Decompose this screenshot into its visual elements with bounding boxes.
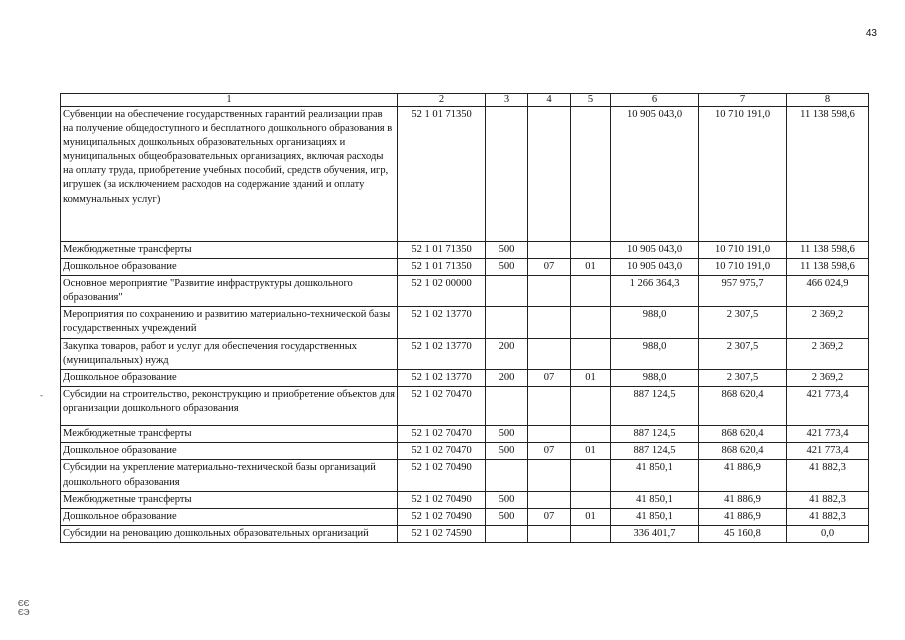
section-cell xyxy=(528,491,571,508)
type-cell: 500 xyxy=(486,241,528,258)
row-name-cell: Субсидии на строительство, реконструкцию и приобретение объектов для организации дошкольного образования xyxy=(61,387,398,426)
margin-dash: - xyxy=(40,390,43,400)
code-cell: 52 1 02 70470 xyxy=(398,443,486,460)
type-cell xyxy=(486,526,528,543)
subsection-cell xyxy=(571,491,611,508)
subsection-cell xyxy=(571,460,611,491)
row-name-cell: Основное мероприятие "Развитие инфраструктуры дошкольного образования" xyxy=(61,275,398,306)
value-cell-6: 887 124,5 xyxy=(611,387,699,426)
section-cell xyxy=(528,460,571,491)
subsection-cell: 01 xyxy=(571,443,611,460)
section-cell xyxy=(528,426,571,443)
col-header-3: 3 xyxy=(486,94,528,107)
value-cell-8: 2 369,2 xyxy=(787,338,869,369)
row-name-cell: Дошкольное образование xyxy=(61,369,398,386)
subsection-cell: 01 xyxy=(571,369,611,386)
margin-marks xyxy=(18,600,30,618)
table-row xyxy=(61,387,869,426)
code-cell: 52 1 02 00000 xyxy=(398,275,486,306)
table-row xyxy=(61,307,869,338)
value-cell-8: 0,0 xyxy=(787,526,869,543)
type-cell xyxy=(486,460,528,491)
section-cell xyxy=(528,307,571,338)
value-cell-8: 421 773,4 xyxy=(787,426,869,443)
section-cell xyxy=(528,338,571,369)
col-header-8: 8 xyxy=(787,94,869,107)
table-row xyxy=(61,338,869,369)
type-cell xyxy=(486,275,528,306)
type-cell: 200 xyxy=(486,369,528,386)
subsection-cell xyxy=(571,106,611,241)
col-header-2: 2 xyxy=(398,94,486,107)
row-name-cell: Межбюджетные трансферты xyxy=(61,241,398,258)
col-header-5: 5 xyxy=(571,94,611,107)
type-cell: 500 xyxy=(486,258,528,275)
value-cell-7: 10 710 191,0 xyxy=(699,258,787,275)
col-header-4: 4 xyxy=(528,94,571,107)
table-row xyxy=(61,526,869,543)
code-cell: 52 1 02 13770 xyxy=(398,307,486,338)
section-cell xyxy=(528,275,571,306)
value-cell-8: 421 773,4 xyxy=(787,443,869,460)
section-cell: 07 xyxy=(528,443,571,460)
row-name-cell: Дошкольное образование xyxy=(61,443,398,460)
section-cell xyxy=(528,241,571,258)
value-cell-7: 957 975,7 xyxy=(699,275,787,306)
type-cell: 500 xyxy=(486,426,528,443)
type-cell: 500 xyxy=(486,508,528,525)
value-cell-6: 10 905 043,0 xyxy=(611,258,699,275)
subsection-cell xyxy=(571,338,611,369)
value-cell-6: 10 905 043,0 xyxy=(611,241,699,258)
value-cell-7: 10 710 191,0 xyxy=(699,241,787,258)
code-cell: 52 1 02 13770 xyxy=(398,369,486,386)
type-cell: 500 xyxy=(486,491,528,508)
subsection-cell xyxy=(571,275,611,306)
value-cell-7: 2 307,5 xyxy=(699,369,787,386)
value-cell-7: 2 307,5 xyxy=(699,307,787,338)
code-cell: 52 1 02 70470 xyxy=(398,426,486,443)
value-cell-7: 868 620,4 xyxy=(699,387,787,426)
value-cell-7: 2 307,5 xyxy=(699,338,787,369)
value-cell-6: 1 266 364,3 xyxy=(611,275,699,306)
value-cell-6: 887 124,5 xyxy=(611,426,699,443)
value-cell-7: 41 886,9 xyxy=(699,460,787,491)
section-cell xyxy=(528,526,571,543)
type-cell: 500 xyxy=(486,443,528,460)
subsection-cell: 01 xyxy=(571,258,611,275)
code-cell: 52 1 02 70490 xyxy=(398,460,486,491)
col-header-6: 6 xyxy=(611,94,699,107)
section-cell xyxy=(528,106,571,241)
code-cell: 52 1 01 71350 xyxy=(398,258,486,275)
row-name-cell: Мероприятия по сохранению и развитию материально-технической базы государственных учреждений xyxy=(61,307,398,338)
code-cell: 52 1 02 74590 xyxy=(398,526,486,543)
value-cell-8: 466 024,9 xyxy=(787,275,869,306)
value-cell-7: 45 160,8 xyxy=(699,526,787,543)
value-cell-6: 988,0 xyxy=(611,369,699,386)
row-name-cell: Дошкольное образование xyxy=(61,258,398,275)
value-cell-7: 868 620,4 xyxy=(699,426,787,443)
value-cell-6: 988,0 xyxy=(611,338,699,369)
value-cell-6: 41 850,1 xyxy=(611,491,699,508)
value-cell-8: 41 882,3 xyxy=(787,491,869,508)
subsection-cell xyxy=(571,307,611,338)
table-row xyxy=(61,369,869,386)
value-cell-8: 41 882,3 xyxy=(787,460,869,491)
col-header-7: 7 xyxy=(699,94,787,107)
row-name-cell: Субвенции на обеспечение государственных гарантий реализации прав на получение общедоступного и бесплатного дошкольного образования в муниципальных дошкольных образовательных организациях и муниципальных общеобразовательных организациях, включая расходы на оплату труда, приобретение учебных пособий, средств обучения, игр, игрушек (за исключением расходов на содержание зданий и оплату коммунальных услуг) xyxy=(61,106,398,241)
header-row xyxy=(61,94,869,107)
value-cell-7: 41 886,9 xyxy=(699,508,787,525)
row-name-cell: Дошкольное образование xyxy=(61,508,398,525)
type-cell xyxy=(486,307,528,338)
value-cell-6: 10 905 043,0 xyxy=(611,106,699,241)
table-row xyxy=(61,491,869,508)
code-cell: 52 1 02 13770 xyxy=(398,338,486,369)
code-cell: 52 1 02 70490 xyxy=(398,508,486,525)
table-row xyxy=(61,275,869,306)
code-cell: 52 1 01 71350 xyxy=(398,106,486,241)
row-name-cell: Субсидии на реновацию дошкольных образовательных организаций xyxy=(61,526,398,543)
table-row xyxy=(61,508,869,525)
subsection-cell: 01 xyxy=(571,508,611,525)
table-row xyxy=(61,426,869,443)
subsection-cell xyxy=(571,387,611,426)
code-cell: 52 1 02 70470 xyxy=(398,387,486,426)
value-cell-6: 41 850,1 xyxy=(611,460,699,491)
subsection-cell xyxy=(571,426,611,443)
subsection-cell xyxy=(571,526,611,543)
section-cell xyxy=(528,387,571,426)
table-row xyxy=(61,258,869,275)
margin-mark: ЄЄ xyxy=(18,599,30,608)
section-cell: 07 xyxy=(528,508,571,525)
value-cell-8: 11 138 598,6 xyxy=(787,106,869,241)
section-cell: 07 xyxy=(528,369,571,386)
type-cell xyxy=(486,106,528,241)
value-cell-6: 41 850,1 xyxy=(611,508,699,525)
value-cell-8: 11 138 598,6 xyxy=(787,258,869,275)
code-cell: 52 1 02 70490 xyxy=(398,491,486,508)
table-row xyxy=(61,241,869,258)
value-cell-6: 887 124,5 xyxy=(611,443,699,460)
row-name-cell: Межбюджетные трансферты xyxy=(61,491,398,508)
code-cell: 52 1 01 71350 xyxy=(398,241,486,258)
value-cell-7: 868 620,4 xyxy=(699,443,787,460)
row-name-cell: Закупка товаров, работ и услуг для обеспечения государственных (муниципальных) нужд xyxy=(61,338,398,369)
value-cell-8: 2 369,2 xyxy=(787,307,869,338)
table-row xyxy=(61,106,869,241)
value-cell-7: 10 710 191,0 xyxy=(699,106,787,241)
value-cell-8: 41 882,3 xyxy=(787,508,869,525)
section-cell: 07 xyxy=(528,258,571,275)
type-cell: 200 xyxy=(486,338,528,369)
table-row xyxy=(61,443,869,460)
margin-mark: ЄЭ xyxy=(18,607,30,617)
value-cell-6: 336 401,7 xyxy=(611,526,699,543)
value-cell-8: 2 369,2 xyxy=(787,369,869,386)
value-cell-7: 41 886,9 xyxy=(699,491,787,508)
value-cell-6: 988,0 xyxy=(611,307,699,338)
value-cell-8: 421 773,4 xyxy=(787,387,869,426)
table-row xyxy=(61,460,869,491)
page-number: 43 xyxy=(865,28,877,39)
budget-table xyxy=(60,93,869,543)
value-cell-8: 11 138 598,6 xyxy=(787,241,869,258)
row-name-cell: Межбюджетные трансферты xyxy=(61,426,398,443)
subsection-cell xyxy=(571,241,611,258)
col-header-1: 1 xyxy=(61,94,398,107)
type-cell xyxy=(486,387,528,426)
row-name-cell: Субсидии на укрепление материально-технической базы организаций дошкольного образования xyxy=(61,460,398,491)
